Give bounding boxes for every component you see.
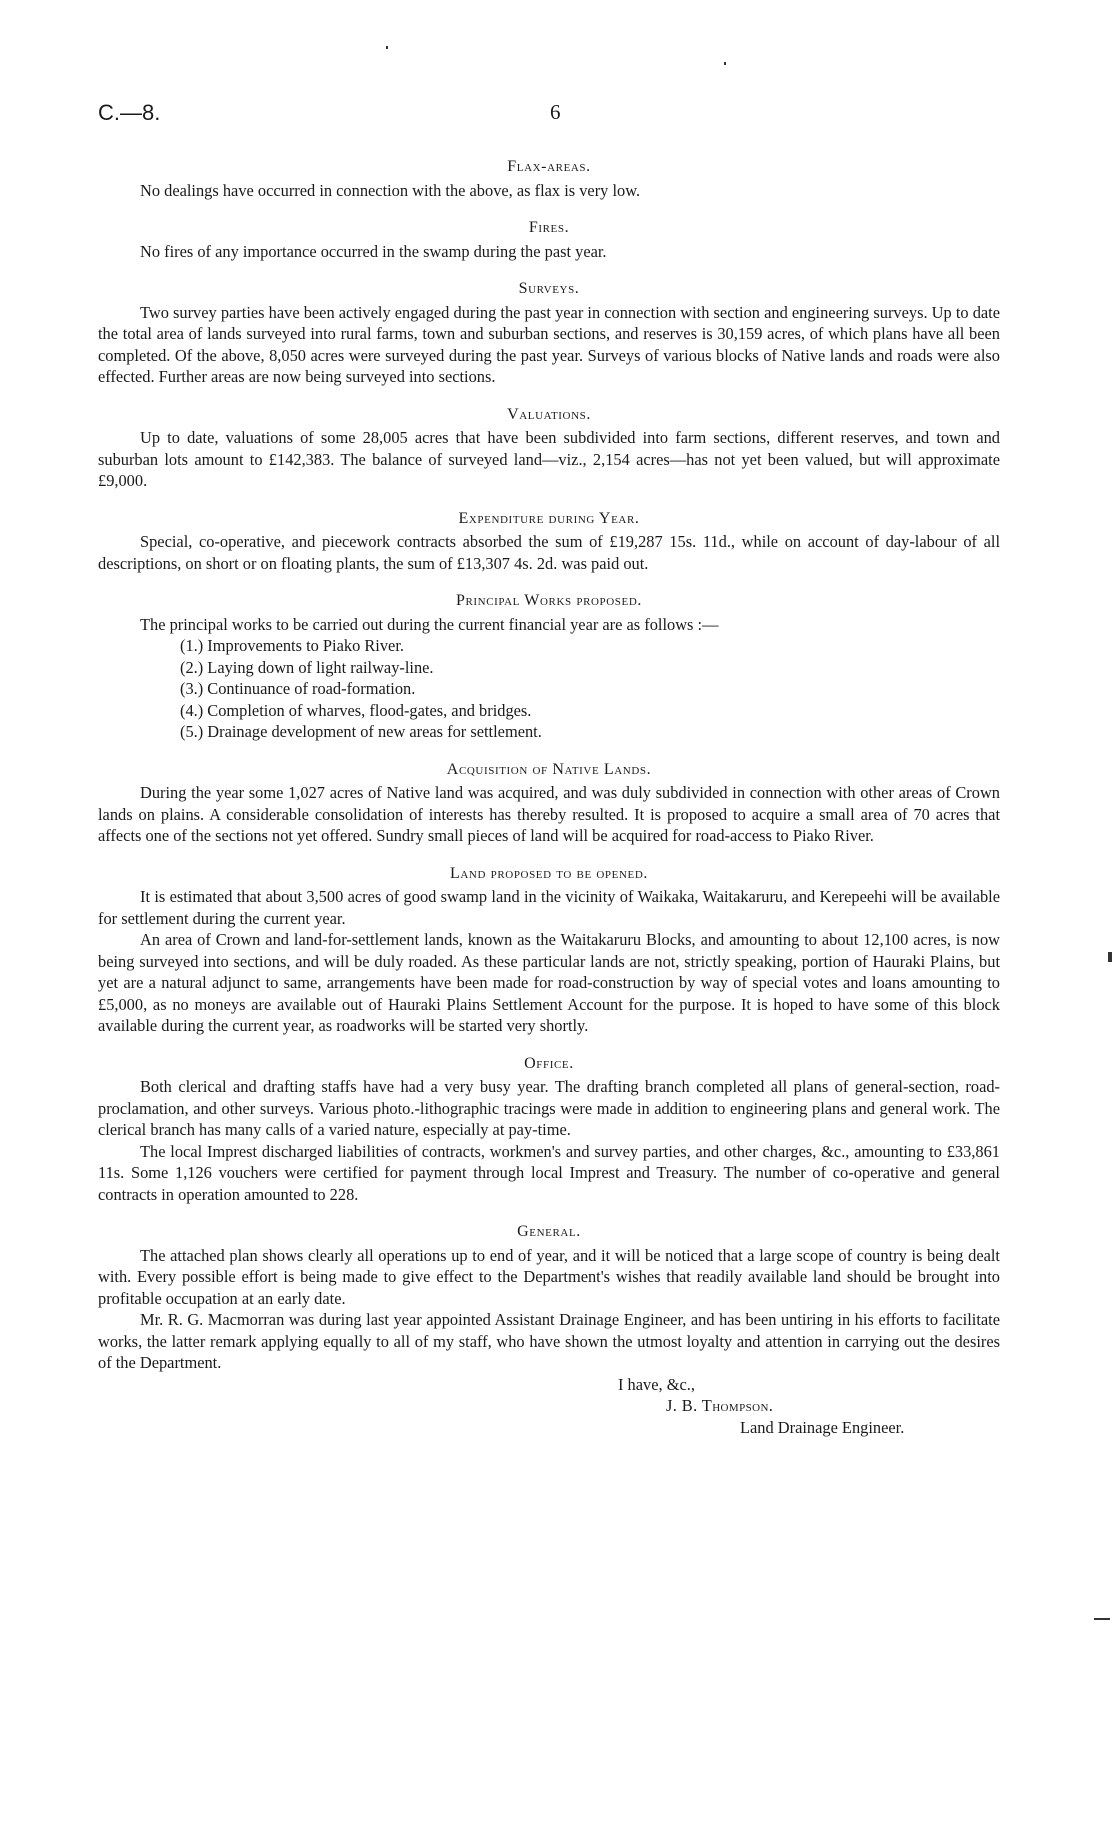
section-heading: General. <box>517 1223 581 1240</box>
closing-line: I have, &c., <box>618 1374 695 1394</box>
section-heading: Expenditure during Year. <box>458 509 640 527</box>
list-item: (4.) Completion of wharves, flood-gates, and bridges. <box>180 700 532 720</box>
section-heading: Fires. <box>528 219 570 236</box>
signatory-name: J. B. Thompson. <box>666 1396 774 1415</box>
paragraph: No fires of any importance occurred in the swamp during the past year. <box>140 241 607 261</box>
list-item: (2.) Laying down of light railway-line. <box>180 657 434 677</box>
signatory-title: Land Drainage Engineer. <box>740 1417 905 1437</box>
document-body <box>98 156 1000 1438</box>
paragraph: Mr. R. G. Macmorran was during last year appointed Assistant Drainage Engineer, and has been untiring in his efforts to facilitate works, the latter remark applying equally to all of my staff, who have shown the utmost loyalty and attention in carrying out the desires of the Department. <box>98 1310 1000 1372</box>
section-heading: Valuations. <box>507 405 591 423</box>
section-heading: Acquisition of Native Lands. <box>446 760 652 778</box>
section-principal-works <box>98 590 1000 743</box>
scan-mark <box>724 62 726 65</box>
section-fires <box>98 217 1000 262</box>
section-surveys <box>98 278 1000 388</box>
section-office <box>98 1053 1000 1206</box>
section-land-proposed <box>98 863 1000 1037</box>
paragraph: During the year some 1,027 acres of Native land was acquired, and was duly subdivided in connection with other areas of Crown lands on plains. A considerable consolidation of interests has thereby resulted. It is proposed to acquire a small area of 70 acres that affects one of the sections not yet offered. Sundry small pieces of land will be acquired for road-access to Piako River. <box>98 783 1000 845</box>
paragraph: Up to date, valuations of some 28,005 acres that have been subdivided into farm sections, different reserves, and town and suburban lots amount to £142,383. The balance of surveyed land—viz., 2,154 acres—has not yet been valued, but will approximate £9,000. <box>98 428 1000 490</box>
section-general <box>98 1221 1000 1374</box>
list-item: (5.) Drainage development of new areas for settlement. <box>180 722 542 741</box>
page-number: 6 <box>550 100 561 124</box>
section-heading: Surveys. <box>518 280 580 297</box>
scan-mark <box>386 46 388 49</box>
section-heading: Principal Works proposed. <box>455 592 642 609</box>
document-reference: C.—8. <box>98 100 161 125</box>
paragraph: The attached plan shows clearly all operations up to end of year, and it will be noticed that a large scope of country is being dealt with. Every possible effort is being made to give effect to the Department's wishes that readily available land should be brought into profitable occupation at an early date. <box>98 1245 1000 1308</box>
section-acquisition-native-lands <box>98 759 1000 847</box>
paragraph: The local Imprest discharged liabilities of contracts, workmen's and survey parties, and other charges, &c., amounting to £33,861 11s. Some 1,126 vouchers were certified for payment through local Imprest and Treasury. The number of co-operative and general contracts in operation amounted to 228. <box>98 1141 1000 1204</box>
paragraph: No dealings have occurred in connection with the above, as flax is very low. <box>140 180 641 200</box>
paragraph: The principal works to be carried out during the current financial year are as follows :— <box>140 614 719 634</box>
list-item: (3.) Continuance of road-formation. <box>180 679 416 698</box>
paragraph: It is estimated that about 3,500 acres of good swamp land in the vicinity of Waikaka, Waitakaruru, and Kerepeehi will be available for settlement during the current year. <box>98 887 1000 928</box>
scan-mark <box>1108 952 1112 962</box>
section-expenditure <box>98 508 1000 575</box>
paragraph: Two survey parties have been actively engaged during the past year in connection with section and engineering surveys. Up to date the total area of lands surveyed into rural farms, town and suburban sections, and reserves is 30,159 acres, of which plans have all been completed. Of the above, 8,050 acres were surveyed during the past year. Surveys of various blocks of Native lands and roads were also effected. Further areas are now being surveyed into sections. <box>98 302 1000 386</box>
paragraph: An area of Crown and land-for-settlement lands, known as the Waitakaruru Blocks, and amounting to about 12,100 acres, is now being surveyed into sections, and will be duly roaded. As these particular lands are not, strictly speaking, portion of Hauraki Plains, but yet are a natural adjunct to same, arrangements have been made for road-construction by way of special votes and loans amounting to £5,000, as no moneys are available out of Hauraki Plains Settlement Account for the purpose. It is hoped to have some of this block available during the current year, as roadworks will be started very shortly. <box>98 930 1000 1035</box>
section-heading: Land proposed to be opened. <box>450 864 648 882</box>
signature-block <box>98 1374 1000 1439</box>
section-heading: Flax-areas. <box>507 158 591 175</box>
section-heading: Office. <box>524 1054 574 1072</box>
page-header <box>98 100 1018 134</box>
paragraph: Both clerical and drafting staffs have had a very busy year. The drafting branch completed all plans of general-section, road-proclamation, and other surveys. Various photo.-lithographic tracings were made in addition to engineering plans and general work. The clerical branch has many calls of a varied nature, especially at pay-time. <box>98 1077 1000 1139</box>
list-item: (1.) Improvements to Piako River. <box>180 636 404 655</box>
section-valuations <box>98 404 1000 492</box>
scan-mark <box>1094 1618 1110 1620</box>
paragraph: Special, co-operative, and piecework contracts absorbed the sum of £19,287 15s. 11d., while on account of day-labour of all descriptions, on short or on floating plants, the sum of £13,307 4s. 2d. was paid out. <box>98 532 1000 573</box>
section-flax-areas <box>98 156 1000 201</box>
